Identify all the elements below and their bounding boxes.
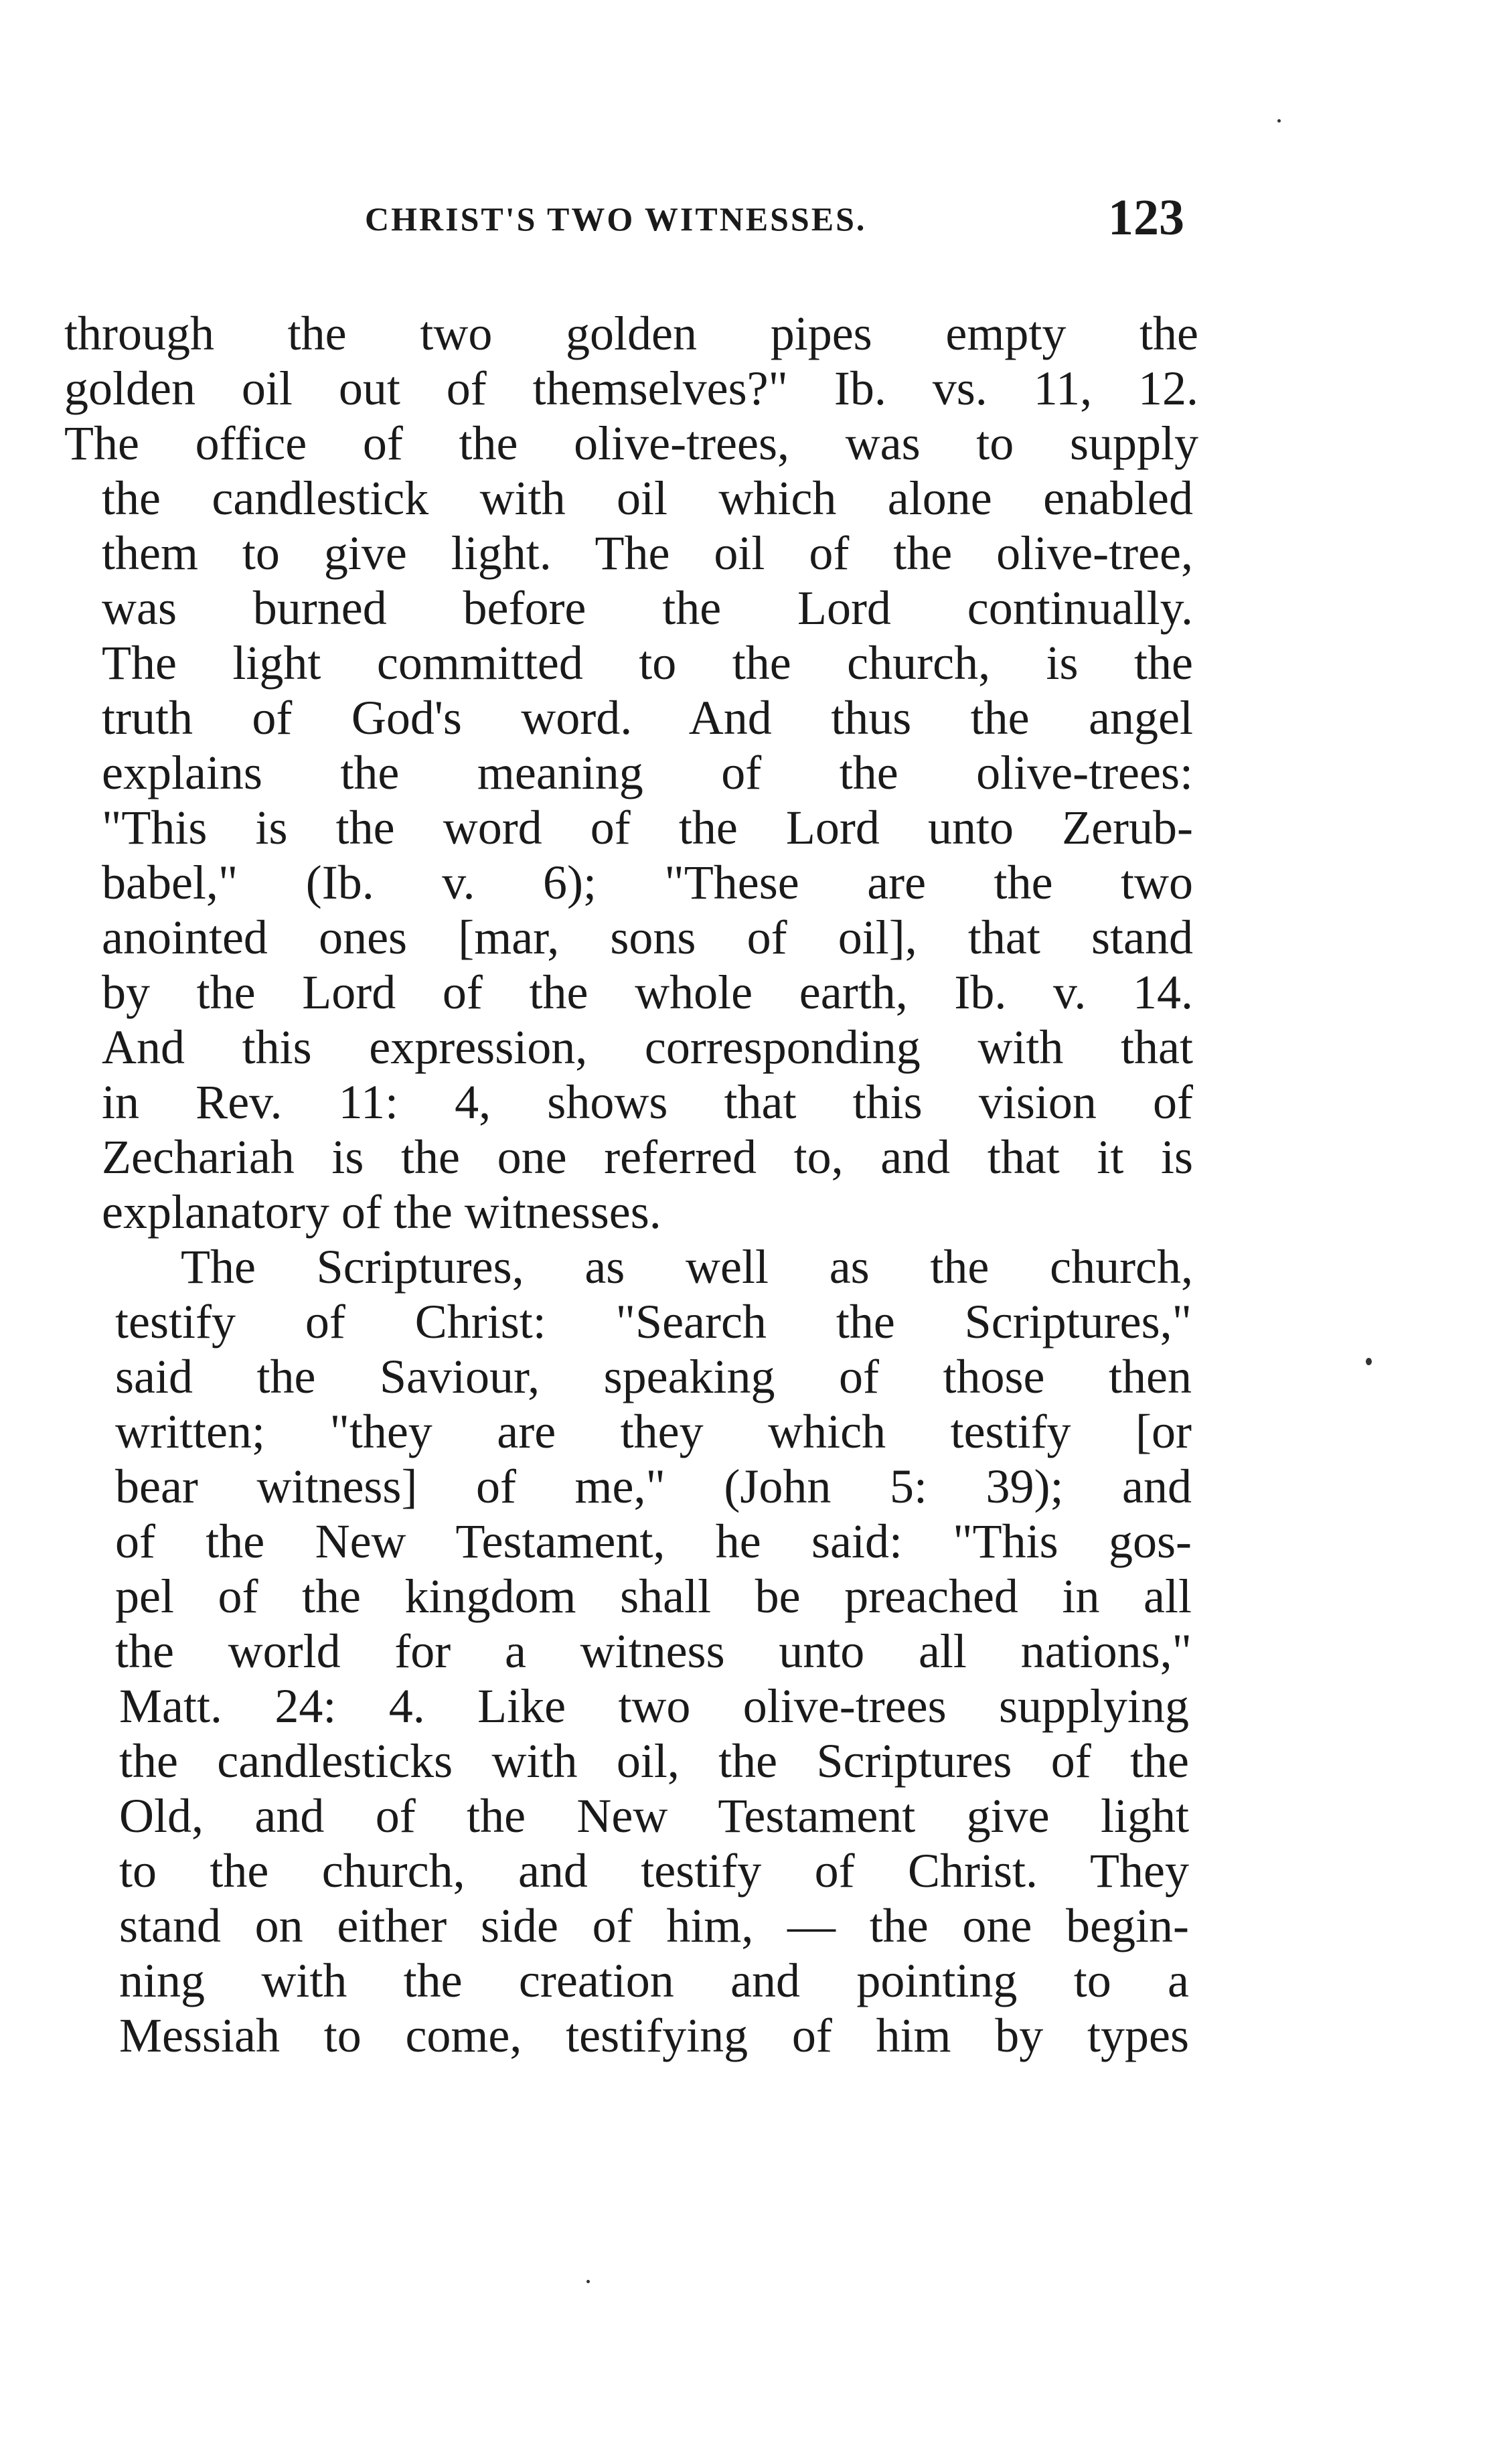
text-line: Messiah to come, testifying of him by types <box>119 2009 1189 2062</box>
text-line: explanatory of the witnesses. <box>102 1185 661 1239</box>
paper-speck <box>586 2280 590 2283</box>
text-line: of the New Testament, he said: "This gos- <box>115 1515 1192 1568</box>
text-line: to the church, and testify of Christ. They <box>119 1844 1189 1898</box>
text-line: Matt. 24: 4. Like two olive-trees supplying <box>119 1679 1189 1733</box>
text-line: ning with the creation and pointing to a <box>119 1954 1189 2007</box>
text-line: truth of God's word. And thus the angel <box>102 691 1193 745</box>
text-line: The light committed to the church, is the <box>102 636 1193 690</box>
text-line: "This is the word of the Lord unto Zerub- <box>102 801 1193 854</box>
text-line: stand on either side of him, — the one begin- <box>119 1899 1189 1952</box>
text-line: And this expression, corresponding with that <box>102 1020 1193 1074</box>
text-line: pel of the kingdom shall be preached in all <box>115 1569 1192 1623</box>
text-line: Old, and of the New Testament give light <box>119 1789 1189 1843</box>
text-line: by the Lord of the whole earth, Ib. v. 14. <box>102 966 1193 1019</box>
text-line: them to give light. The oil of the olive-tree, <box>102 526 1193 580</box>
text-line: testify of Christ: "Search the Scriptures," <box>115 1295 1192 1349</box>
text-line: said the Saviour, speaking of those then <box>115 1350 1192 1403</box>
text-line: the world for a witness unto all nations," <box>115 1624 1192 1678</box>
text-line: the candlesticks with oil, the Scriptures of the <box>119 1734 1189 1788</box>
text-line: anointed ones [mar, sons of oil], that stand <box>102 911 1193 964</box>
text-line: the candlestick with oil which alone enabled <box>102 471 1193 525</box>
text-line: in Rev. 11: 4, shows that this vision of <box>102 1075 1193 1129</box>
text-line: was burned before the Lord continually. <box>102 581 1193 635</box>
text-line: golden oil out of themselves?" Ib. vs. 11, 12. <box>64 362 1198 415</box>
page-number: 123 <box>1108 189 1184 246</box>
text-line: The office of the olive-trees, was to supply <box>64 416 1198 470</box>
text-line: Zechariah is the one referred to, and that it is <box>102 1130 1193 1184</box>
text-line: The Scriptures, as well as the church, <box>181 1240 1193 1294</box>
text-line: written; "they are they which testify [or <box>115 1405 1192 1458</box>
text-line: explains the meaning of the olive-trees: <box>102 746 1193 799</box>
text-line: through the two golden pipes empty the <box>64 307 1198 360</box>
paper-speck <box>1277 119 1281 123</box>
paper-speck <box>1366 1358 1372 1365</box>
text-line: bear witness] of me," (John 5: 39); and <box>115 1460 1192 1513</box>
text-line: babel," (Ib. v. 6); "These are the two <box>102 856 1193 909</box>
running-title: CHRIST'S TWO WITNESSES. <box>365 200 867 238</box>
